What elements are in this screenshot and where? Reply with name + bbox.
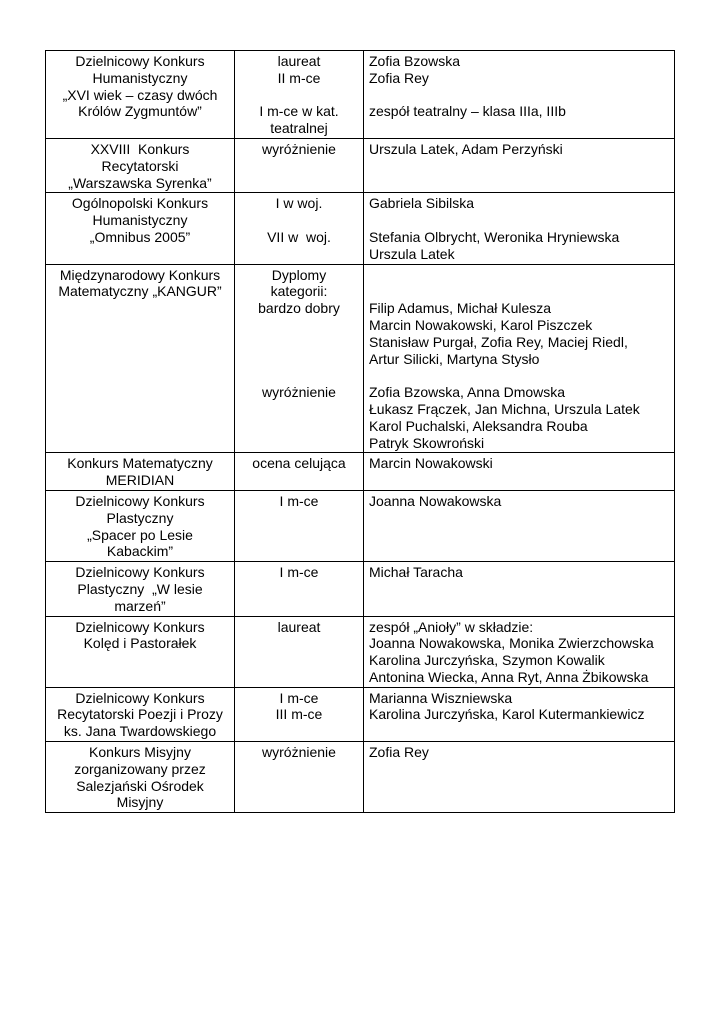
contest-line: ks. Jana Twardowskiego xyxy=(63,723,217,740)
result-cell xyxy=(235,490,364,561)
contest-line: Królów Zygmuntów” xyxy=(78,103,202,120)
contest-cell xyxy=(46,490,235,561)
contest-line: Salezjański Ośrodek xyxy=(76,777,204,794)
participants-line: Stefania Olbrycht, Weronika Hryniewska xyxy=(369,228,620,245)
result-cell xyxy=(235,742,364,813)
participants-cell xyxy=(364,490,675,561)
participants-cell xyxy=(364,51,675,139)
blank-line xyxy=(369,283,669,300)
result-cell xyxy=(235,51,364,139)
result-cell xyxy=(235,453,364,491)
participants-line: Marcin Nowakowski xyxy=(369,455,493,472)
contest-line: Plastyczny „W lesie xyxy=(77,580,203,597)
contest-line: Konkurs Misyjny xyxy=(89,744,191,761)
participants-line: Urszula Latek, Adam Perzyński xyxy=(369,140,563,157)
participants-line: Stanisław Purgał, Zofia Rey, Maciej Riedl, xyxy=(369,333,628,350)
result-line: laureat xyxy=(277,618,321,635)
contest-line: XXVIII Konkurs xyxy=(90,140,190,157)
blank-line xyxy=(369,87,669,104)
blank-line xyxy=(240,367,358,384)
table-row xyxy=(46,453,675,491)
contest-line: zorganizowany przez xyxy=(74,760,206,777)
table-row xyxy=(46,138,675,192)
participants-line: Artur Silicki, Martyna Stysło xyxy=(369,350,540,367)
table-row xyxy=(46,51,675,139)
blank-line xyxy=(369,367,669,384)
contest-line: Humanistyczny xyxy=(92,69,188,86)
participants-line: Zofia Rey xyxy=(369,69,429,86)
participants-line: Zofia Bzowska xyxy=(369,53,461,69)
result-line: teatralnej xyxy=(270,120,328,137)
contest-line: „Omnibus 2005” xyxy=(89,228,191,245)
contest-cell xyxy=(46,51,235,139)
result-line: Dyplomy xyxy=(271,266,327,283)
contest-cell xyxy=(46,264,235,453)
contest-cell xyxy=(46,687,235,741)
table-row xyxy=(46,687,675,741)
contest-cell xyxy=(46,562,235,616)
result-line: II m-ce xyxy=(277,69,321,86)
result-line: wyróżnienie xyxy=(262,384,336,401)
contest-line: Międzynarodowy Konkurs xyxy=(59,266,221,283)
participants-line: Michał Taracha xyxy=(369,564,463,581)
result-line: I m-ce xyxy=(279,689,319,706)
table-row xyxy=(46,562,675,616)
contest-line: Ogólnopolski Konkurs xyxy=(71,195,209,212)
participants-line: Marianna Wiszniewska xyxy=(369,689,513,706)
blank-line xyxy=(240,351,358,368)
contest-line: „XVI wiek – czasy dwóch xyxy=(62,86,218,103)
table-row xyxy=(46,616,675,687)
participants-line: Urszula Latek xyxy=(369,245,455,262)
results-table xyxy=(45,50,675,813)
blank-line xyxy=(369,212,669,229)
result-line: wyróżnienie xyxy=(262,744,336,761)
participants-line: Karolina Jurczyńska, Szymon Kowalik xyxy=(369,652,605,669)
result-line: I m-ce xyxy=(279,564,319,581)
contest-cell xyxy=(46,616,235,687)
result-line: laureat xyxy=(277,53,321,69)
participants-cell xyxy=(364,193,675,264)
contest-line: Dzielnicowy Konkurs xyxy=(75,564,205,581)
blank-line xyxy=(240,334,358,351)
participants-line: Łukasz Frączek, Jan Michna, Urszula Latek xyxy=(369,400,640,417)
contest-line: Konkurs Matematyczny xyxy=(67,455,213,472)
contest-cell xyxy=(46,193,235,264)
results-table-body xyxy=(46,51,675,813)
participants-line: zespół „Anioły” w składzie: xyxy=(369,618,534,635)
participants-line: Patryk Skowroński xyxy=(369,434,485,451)
participants-line: Karol Puchalski, Aleksandra Rouba xyxy=(369,417,588,434)
result-cell xyxy=(235,562,364,616)
participants-line: zespół teatralny – klasa IIIa, IIIb xyxy=(369,103,566,120)
contest-line: „Warszawska Syrenka” xyxy=(68,174,212,191)
contest-line: MERIDIAN xyxy=(105,472,175,489)
participants-cell xyxy=(364,138,675,192)
result-line: kategorii: xyxy=(270,283,328,300)
contest-line: Dzielnicowy Konkurs xyxy=(75,492,205,509)
result-line: III m-ce xyxy=(275,706,323,723)
blank-line xyxy=(240,87,358,104)
contest-cell xyxy=(46,453,235,491)
contest-line: Misyjny xyxy=(116,794,164,811)
contest-line: „Spacer po Lesie xyxy=(87,526,193,543)
participants-cell xyxy=(364,562,675,616)
participants-line: Marcin Nowakowski, Karol Piszczek xyxy=(369,316,593,333)
participants-line: Gabriela Sibilska xyxy=(369,195,475,212)
contest-line: Kabackim” xyxy=(106,543,174,560)
participants-cell xyxy=(364,687,675,741)
result-line: wyróżnienie xyxy=(262,140,336,157)
result-line: I m-ce xyxy=(279,492,319,509)
participants-line: Filip Adamus, Michał Kulesza xyxy=(369,300,552,317)
table-row xyxy=(46,742,675,813)
contest-line: Recytatorski xyxy=(101,157,179,174)
blank-line xyxy=(240,212,358,229)
participants-line: Karolina Jurczyńska, Karol Kutermankiewicz xyxy=(369,706,645,723)
contest-line: Matematyczny „KANGUR” xyxy=(58,283,222,300)
participants-line: Zofia Bzowska, Anna Dmowska xyxy=(369,384,566,401)
participants-line: Joanna Nowakowska xyxy=(369,492,502,509)
result-cell xyxy=(235,193,364,264)
contest-line: marzeń” xyxy=(114,597,166,614)
participants-line: Joanna Nowakowska, Monika Zwierzchowska xyxy=(369,635,654,652)
participants-cell xyxy=(364,264,675,453)
participants-line: Antonina Wiecka, Anna Ryt, Anna Żbikowska xyxy=(369,668,649,685)
result-line: I m-ce w kat. xyxy=(259,103,339,120)
result-line: I w woj. xyxy=(275,195,323,212)
contest-line: Kolęd i Pastorałek xyxy=(83,635,197,652)
result-line: ocena celująca xyxy=(252,455,346,472)
participants-cell xyxy=(364,742,675,813)
participants-line: Zofia Rey xyxy=(369,744,429,761)
contest-cell xyxy=(46,138,235,192)
contest-line: Dzielnicowy Konkurs xyxy=(75,618,205,635)
table-row xyxy=(46,193,675,264)
participants-cell xyxy=(364,616,675,687)
blank-line xyxy=(240,317,358,334)
result-cell xyxy=(235,687,364,741)
table-row xyxy=(46,490,675,561)
result-line: VII w woj. xyxy=(267,228,331,245)
contest-line: Humanistyczny xyxy=(92,212,188,229)
contest-line: Dzielnicowy Konkurs xyxy=(75,53,205,69)
participants-cell xyxy=(364,453,675,491)
blank-line xyxy=(369,267,669,284)
result-cell xyxy=(235,138,364,192)
result-line: bardzo dobry xyxy=(258,300,340,317)
contest-line: Recytatorski Poezji i Prozy xyxy=(57,706,223,723)
contest-cell xyxy=(46,742,235,813)
result-cell xyxy=(235,264,364,453)
contest-line: Plastyczny xyxy=(106,509,174,526)
result-cell xyxy=(235,616,364,687)
table-row xyxy=(46,264,675,453)
contest-line: Dzielnicowy Konkurs xyxy=(75,689,205,706)
